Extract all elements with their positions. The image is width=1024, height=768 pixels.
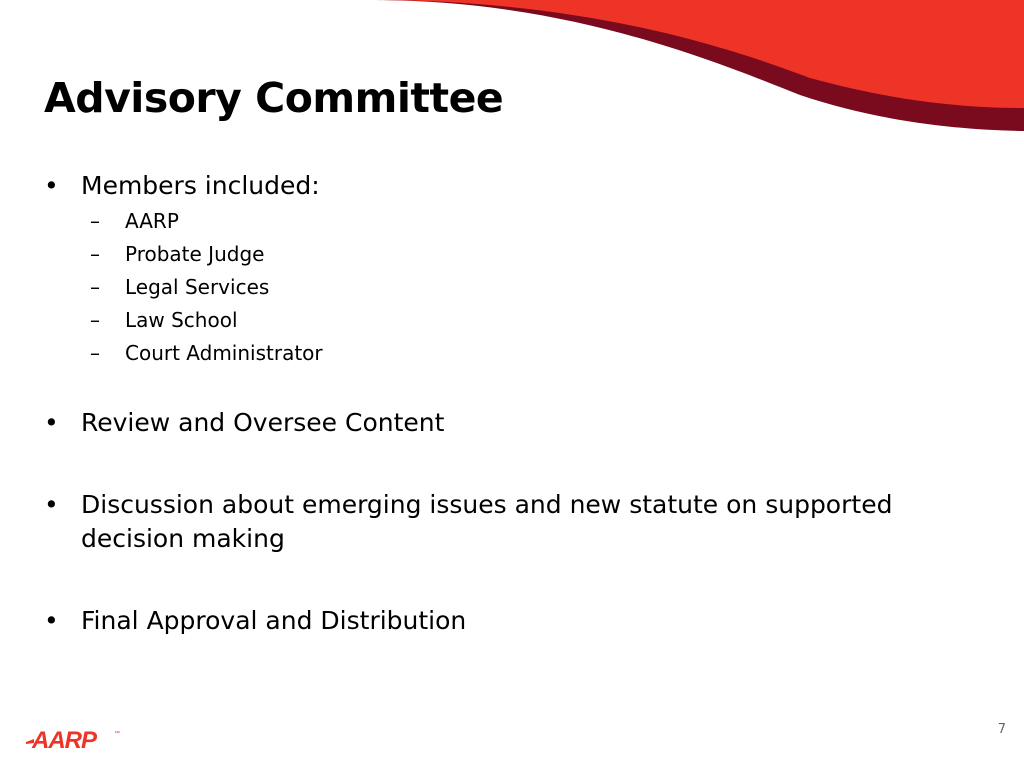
dash-glyph: – xyxy=(90,209,100,233)
bullet-glyph: • xyxy=(44,490,59,519)
slide-title: Advisory Committee xyxy=(44,74,504,122)
bullet-text: Review and Oversee Content xyxy=(81,408,445,437)
bullet-discussion xyxy=(44,488,924,556)
trademark-symbol: ™ xyxy=(114,731,120,737)
sub-item-text: Law School xyxy=(125,308,238,332)
bullet-review xyxy=(44,406,924,440)
bullet-members xyxy=(44,169,924,203)
sub-item-probate-judge xyxy=(90,239,264,269)
bullet-glyph: • xyxy=(44,408,59,437)
dash-glyph: – xyxy=(90,308,100,332)
bullet-final-approval xyxy=(44,604,924,638)
sub-item-text: Court Administrator xyxy=(125,341,323,365)
sub-item-legal-services xyxy=(90,272,269,302)
aarp-logo xyxy=(26,725,122,755)
sub-item-text: Probate Judge xyxy=(125,242,265,266)
sub-item-law-school xyxy=(90,305,238,335)
dash-glyph: – xyxy=(90,341,100,365)
bullet-glyph: • xyxy=(44,171,59,200)
bullet-glyph: • xyxy=(44,606,59,635)
bullet-text: Discussion about emerging issues and new statute on supported decision making xyxy=(81,490,893,553)
bullet-text: Final Approval and Distribution xyxy=(81,606,467,635)
dash-glyph: – xyxy=(90,275,100,299)
aarp-logo-text: AARP xyxy=(32,727,97,754)
sub-item-text: Legal Services xyxy=(125,275,270,299)
bullet-text: Members included: xyxy=(81,171,320,200)
sub-item-court-administrator xyxy=(90,338,323,368)
page-number: 7 xyxy=(997,722,1006,737)
sub-item-text: AARP xyxy=(125,209,179,233)
dash-glyph: – xyxy=(90,242,100,266)
sub-item-aarp xyxy=(90,206,179,236)
